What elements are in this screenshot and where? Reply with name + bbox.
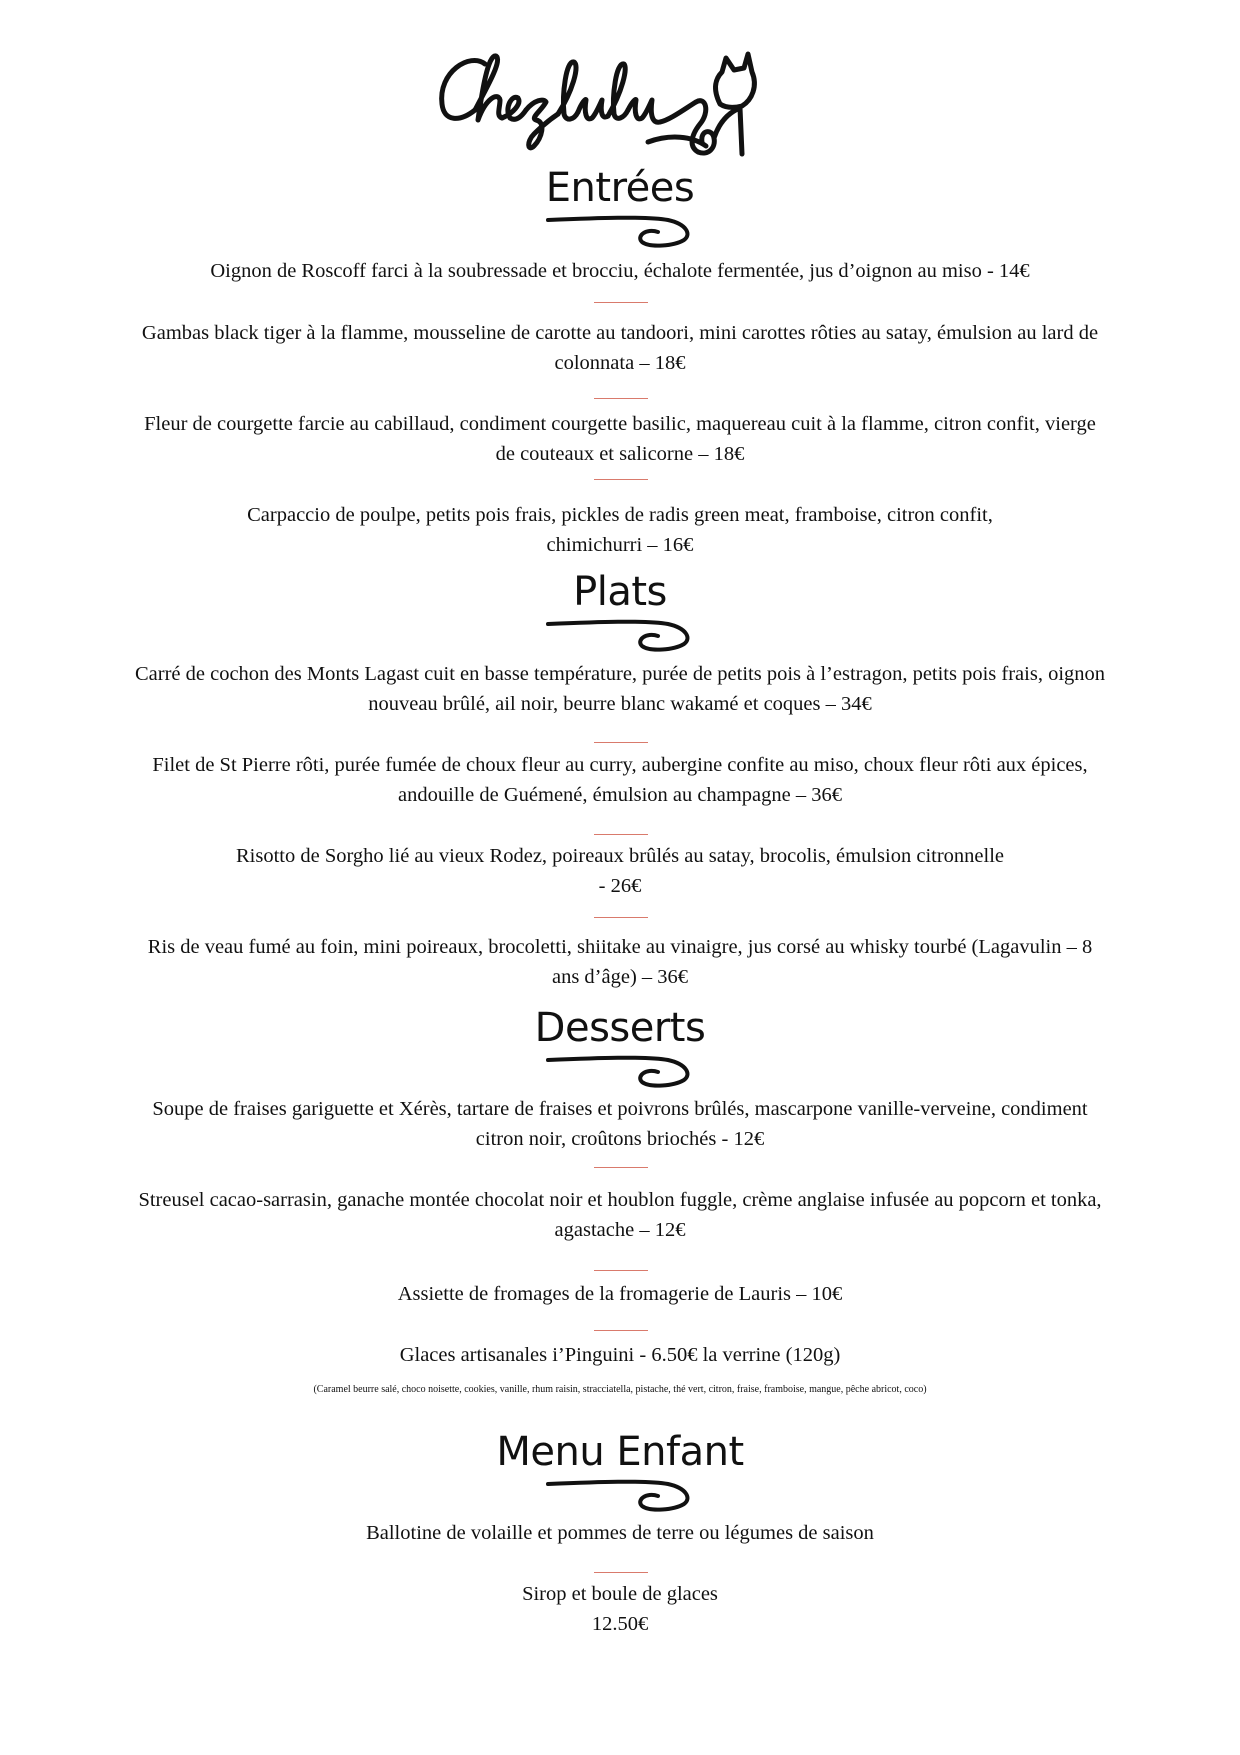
item-separator [594, 742, 648, 743]
item-text: Streusel cacao-sarrasin, ganache montée chocolat noir et houblon fuggle, crème anglaise infusée au popcorn et tonka, [138, 1189, 1102, 1211]
item-price-line: nouveau brûlé, ail noir, beurre blanc wakamé et coques – 34€ [368, 693, 872, 715]
menu-item-entree-1 [70, 256, 1170, 286]
menu-item-plat-4 [70, 932, 1170, 992]
flourish-divider-icon [546, 1054, 698, 1088]
flourish-divider-icon [546, 618, 698, 652]
item-separator [594, 1270, 648, 1271]
item-price-line: - 26€ [598, 875, 642, 897]
item-text: Glaces artisanales i’Pinguini - 6.50€ la verrine (120g) [399, 1344, 841, 1366]
ice-cream-flavors-note: (Caramel beurre salé, choco noisette, cookies, vanille, rhum raisin, stracciatella, pistache, thé vert, citron, fraise, framboise, mangue, pêche abricot, coco) [313, 1384, 927, 1395]
menu-item-plat-1 [70, 659, 1170, 719]
item-text: Ris de veau fumé au foin, mini poireaux, brocoletti, shiitake au vinaigre, jus corsé au whisky tourbé (Lagavulin – 8 [147, 936, 1093, 958]
item-text: Oignon de Roscoff farci à la soubressade et brocciu, échalote fermentée, jus d’oignon au miso - 14€ [210, 260, 1030, 282]
item-text: Risotto de Sorgho lié au vieux Rodez, poireaux brûlés au satay, brocolis, émulsion citronnelle [235, 845, 1005, 867]
item-price-line: ans d’âge) – 36€ [551, 966, 689, 988]
flourish-divider-icon [546, 1478, 698, 1512]
item-text: Gambas black tiger à la flamme, mousseline de carotte au tandoori, mini carottes rôties au satay, émulsion au lard de [141, 322, 1099, 344]
item-separator [594, 917, 648, 918]
item-text: Ballotine de volaille et pommes de terre ou légumes de saison [366, 1522, 874, 1544]
item-text: Soupe de fraises gariguette et Xérès, tartare de fraises et poivrons brûlés, mascarpone vanille-verveine, condiment [152, 1098, 1088, 1120]
section-title-menu-enfant: Menu Enfant [496, 1429, 744, 1475]
section-title-desserts: Desserts [534, 1005, 706, 1051]
menu-item-enfant-2 [70, 1579, 1170, 1639]
item-price-line: colonnata – 18€ [554, 352, 686, 374]
chez-lulu-logo-icon [430, 42, 810, 162]
menu-item-entree-4 [70, 500, 1170, 560]
item-price-line: andouille de Guémené, émulsion au champagne – 36€ [397, 784, 843, 806]
item-text: Fleur de courgette farcie au cabillaud, condiment courgette basilic, maquereau cuit à la flamme, citron confit, vierge [144, 413, 1096, 435]
item-separator [594, 1167, 648, 1168]
menu-item-entree-3 [70, 409, 1170, 469]
menu-item-dessert-3 [70, 1279, 1170, 1309]
menu-item-plat-3 [70, 841, 1170, 901]
menu-item-dessert-1 [70, 1094, 1170, 1154]
item-separator [594, 1572, 648, 1573]
item-text: Carré de cochon des Monts Lagast cuit en basse température, purée de petits pois à l’estragon, petits pois frais, oignon [134, 663, 1106, 685]
item-text: Filet de St Pierre rôti, purée fumée de choux fleur au curry, aubergine confite au miso, choux fleur rôti aux épices, [152, 754, 1088, 776]
item-text: Carpaccio de poulpe, petits pois frais, pickles de radis green meat, framboise, citron confit, [247, 504, 993, 526]
menu-item-plat-2 [70, 750, 1170, 810]
item-separator [594, 834, 648, 835]
item-separator [594, 1330, 648, 1331]
menu-item-dessert-4 [70, 1340, 1170, 1370]
item-price-line: citron noir, croûtons briochés - 12€ [475, 1128, 765, 1150]
menu-item-entree-2 [70, 318, 1170, 378]
flourish-divider-icon [546, 214, 698, 248]
section-title-plats: Plats [573, 569, 667, 615]
section-title-entrees: Entrées [545, 165, 695, 211]
item-separator [594, 398, 648, 399]
item-price-line: chimichurri – 16€ [546, 534, 694, 556]
item-price-line: 12.50€ [591, 1613, 649, 1635]
item-text: Sirop et boule de glaces [522, 1583, 718, 1605]
item-price-line: agastache – 12€ [554, 1219, 686, 1241]
menu-item-enfant-1 [70, 1518, 1170, 1548]
item-price-line: de couteaux et salicorne – 18€ [495, 443, 745, 465]
menu-item-dessert-2 [70, 1185, 1170, 1245]
item-separator [594, 479, 648, 480]
item-separator [594, 302, 648, 303]
item-text: Assiette de fromages de la fromagerie de Lauris – 10€ [397, 1283, 843, 1305]
